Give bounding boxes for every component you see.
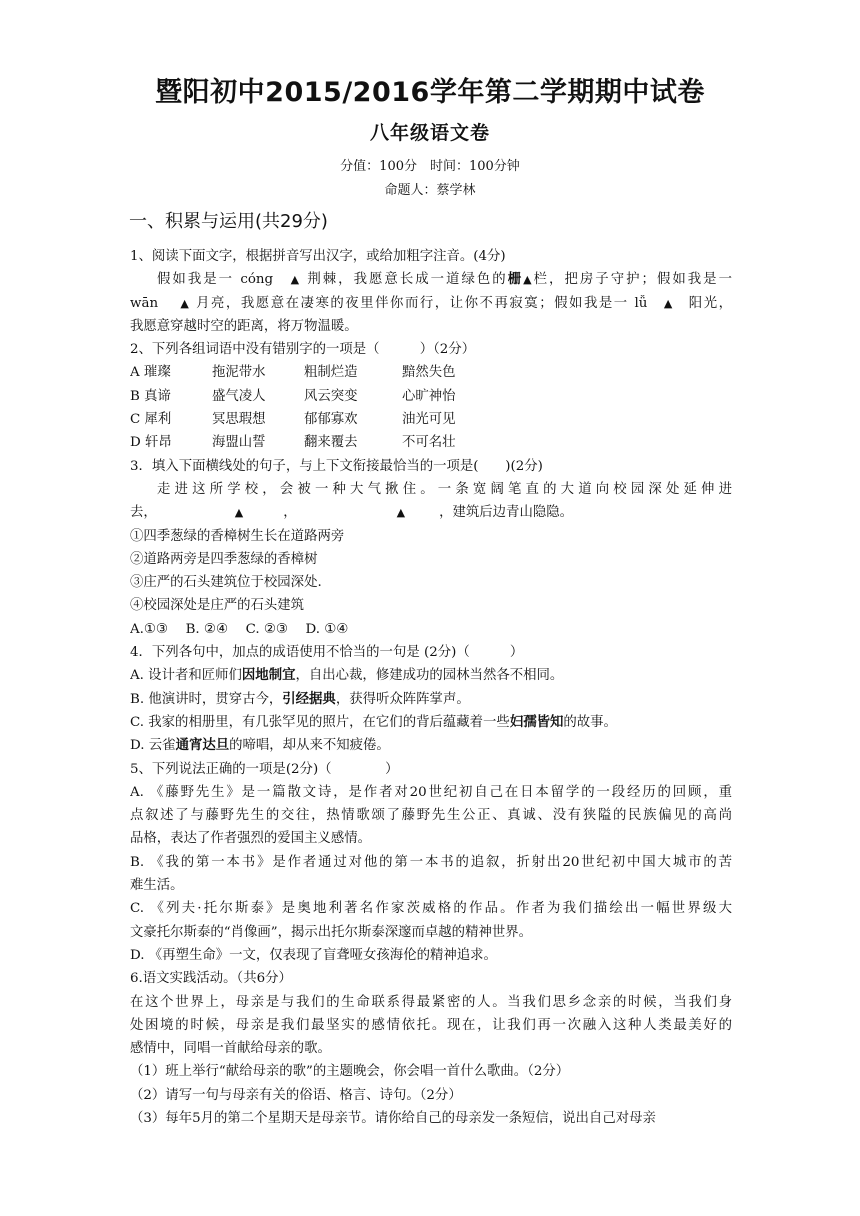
q1-text: 月亮，我愿意在凄寒的夜里伴你而行，让你不再寂寞；假如我是一 lǚ [190,295,664,311]
q6-para-line-1: 在这个世界上，母亲是与我们的生命联系得最紧密的人。当我们思乡念亲的时候，当我们身 [130,994,732,1010]
q4-text: ，获得听众阵阵掌声。 [335,691,470,707]
q1-bold-char: 栅 [507,271,524,288]
exam-title: 暨阳初中2015/2016学年第二学期期中试卷 [155,77,705,108]
q4-text: B. 他演讲时，贯穿古今， [130,691,283,707]
q1-text: 栏，把房子守护；假如我是一 [533,272,732,288]
q4-idiom: 因地制宜 [241,667,296,684]
option-word: 粗制烂造 [304,365,358,381]
q3-item-4: ④校园深处是庄严的石头建筑 [130,598,305,614]
q4-idiom: 妇孺皆知 [509,713,564,730]
q3-text: ， [283,505,297,521]
q1-text: 荆棘，我愿意长成一道绿色的 [301,272,508,288]
option-word: D 轩昂 [130,435,172,451]
q3-item-1: ①四季葱绿的香樟树生长在道路两旁 [130,528,345,544]
q4-text: C. 我家的相册里，有几张罕见的照片，在它们的背后蕴藏着一些 [130,714,510,730]
q5-option-c-line-1: C. 《列夫·托尔斯泰》是奥地利著名作家茨威格的作品。作者为我们描绘出一幅世界级大 [130,901,732,917]
option-word: 心旷神怡 [402,388,456,404]
q4-option-d [130,734,732,757]
option-word: C 犀利 [130,412,172,428]
q4-idiom: 引经据典 [282,690,336,707]
option-word: 拖泥带水 [212,365,266,381]
score-time-line: 分值：100分 时间：100分钟 [340,159,520,174]
q4-option-c [130,711,732,734]
blank-marker: ▲ [234,506,244,520]
q4-text: ，自出心裁，修建成功的园林当然各不相同。 [295,668,564,684]
q1-stem: 1、阅读下面文字，根据拼音写出汉字，或给加粗字注音。(4分) [130,249,506,264]
section-heading: 一、积累与运用(共29分) [129,211,328,232]
q4-option-a [130,664,732,687]
q6-para-line-2: 处困境的时候，母亲是我们最坚实的感情依托。现在，让我们再一次融入这种人类最美好的 [130,1017,732,1033]
q1-text: 阳光， [673,295,732,311]
q5-option-c-line-2: 文豪托尔斯泰的“肖像画”，揭示出托尔斯泰深邃而卓越的精神世界。 [130,924,533,940]
q1-pinyin-1: 假如我是一 cóng [157,272,291,288]
q3-item-2: ②道路两旁是四季葱绿的香樟树 [130,551,318,567]
blank-marker: ▲ [180,296,191,310]
q1-line-3: 我愿意穿越时空的距离，将万物温暖。 [130,318,358,334]
q5-option-b-line-1: B. 《我的第一本书》是作者通过对他的第一本书的追叙，折射出20世纪初中国大城市的苦 [130,854,732,870]
q1-line-2 [130,292,732,315]
q4-text: 的故事。 [563,714,617,730]
blank-marker: ▲ [396,506,406,520]
q4-text: A. 设计者和匠师们 [130,668,242,684]
q3-para-2 [130,501,732,524]
q6-stem: 6.语文实践活动。（共6分） [130,971,292,987]
option-word: A 璀璨 [130,365,171,381]
option-word: 翻来覆去 [304,435,358,451]
q3-para-1: 走进这所学校，会被一种大气揪住。一条宽阔笔直的大道向校园深处延伸进 [157,481,732,497]
q2-option-c [130,408,732,431]
q4-text: 的啼唱，却从来不知疲倦。 [229,738,390,754]
q4-stem: 4．下列各句中，加点的成语使用不恰当的一句是 (2分)（ ） [130,645,524,661]
q5-option-b-line-2: 难生活。 [130,878,184,894]
option-word: 风云突变 [304,388,358,404]
blank-marker: ▲ [663,296,674,310]
exam-subtitle: 八年级语文卷 [369,122,490,144]
q5-option-a-line-1: A. 《藤野先生》是一篇散文诗，是作者对20世纪初自己在日本留学的一段经历的回顾，重 [130,784,732,800]
q4-option-b [130,688,732,711]
q4-text: D. 云雀 [130,738,176,754]
question-body [130,245,732,1130]
q6-para-line-3: 感情中，同唱一首献给母亲的歌。 [130,1041,331,1057]
q5-option-d: D. 《再塑生命》一文，仅表现了盲聋哑女孩海伦的精神追求。 [130,947,497,963]
q2-option-b [130,385,732,408]
option-word: 黯然失色 [402,365,456,381]
q2-option-a [130,361,732,384]
q5-stem: 5、下列说法正确的一项是(2分)（ ） [130,761,399,777]
q4-idiom: 通宵达旦 [175,737,230,754]
q6-sub-3: （3）每年5月的第二个星期天是母亲节。请你给自己的母亲发一条短信，说出自己对母亲 [130,1110,656,1126]
option-word: 盛气凌人 [212,388,266,404]
q3-item-3: ③庄严的石头建筑位于校园深处. [130,575,322,591]
q5-option-a-line-2: 点叙述了与藤野先生的交往，热情歌颂了藤野先生公正、真诚、没有狭隘的民族偏见的高尚 [130,808,732,824]
blank-marker: ▲ [290,273,302,287]
q2-stem: 2、下列各组词语中没有错别字的一项是（ ）（2分） [130,342,476,358]
option-word: 冥思瑕想 [212,412,266,428]
option-word: 郁郁寡欢 [304,412,358,428]
option-word: 不可名壮 [402,435,456,451]
q3-text: 去， [130,505,157,521]
q3-text: ，建筑后边青山隐隐。 [439,505,574,521]
option-word: B 真谛 [130,388,171,404]
author-line: 命题人：蔡学林 [384,183,476,198]
blank-marker: ▲ [523,273,534,287]
q3-stem: 3．填入下面横线处的句子，与上下文衔接最恰当的一项是( )(2分) [130,458,543,474]
q6-sub-2: （2）请写一句与母亲有关的俗语、格言、诗句。（2分） [130,1087,462,1103]
q6-sub-1: （1）班上举行“献给母亲的歌”的主题晚会，你会唱一首什么歌曲。（2分） [130,1064,570,1080]
option-word: 油光可见 [402,412,456,428]
q1-pinyin-2: wān [130,295,181,311]
q5-option-a-line-3: 品格，表达了作者强烈的爱国主义感情。 [130,831,372,847]
q2-option-d [130,431,732,454]
option-word: 海盟山誓 [212,435,266,451]
q1-line-1 [130,268,732,291]
q3-answers: A.①③ B. ②④ C. ②③ D. ①④ [130,621,349,637]
